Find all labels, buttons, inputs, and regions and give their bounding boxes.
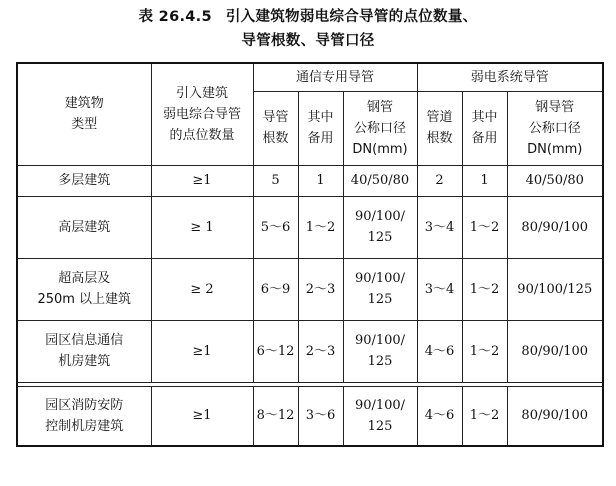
cell-building-type: 高层建筑 — [17, 196, 151, 258]
table-row — [17, 196, 603, 258]
cell-comm-count: 8～12 — [253, 386, 298, 446]
caption-title-part-2: 导管根数、导管口径 — [241, 33, 375, 49]
table-row — [17, 165, 603, 196]
cell-comm-spare: 3～6 — [298, 386, 343, 446]
header-comm-count: 导管 根数 — [253, 91, 298, 165]
cell-weak-count: 3～4 — [417, 196, 462, 258]
header-weak-dn: 钢导管 公称口径 DN(mm) — [507, 91, 603, 165]
caption-line-1 — [0, 5, 616, 29]
table-row — [17, 320, 603, 382]
header-points: 引入建筑 弱电综合导管 的点位数量 — [151, 63, 253, 165]
cell-comm-spare: 2～3 — [298, 320, 343, 382]
header-weak-group: 弱电系统导管 — [417, 63, 603, 91]
header-comm-spare: 其中 备用 — [298, 91, 343, 165]
header-building-type: 建筑物 类型 — [17, 63, 151, 165]
cell-points: ≥1 — [151, 386, 253, 446]
header-weak-spare: 其中 备用 — [462, 91, 507, 165]
table-row — [17, 386, 603, 446]
cell-weak-count: 4～6 — [417, 386, 462, 446]
caption-title-part-1: 引入建筑物弱电综合导管的点位数量、 — [225, 9, 478, 25]
cell-weak-spare: 1 — [462, 165, 507, 196]
cell-building-type: 多层建筑 — [17, 165, 151, 196]
cell-comm-dn: 90/100/ 125 — [343, 320, 417, 382]
header-weak-count: 管道 根数 — [417, 91, 462, 165]
cell-weak-count: 4～6 — [417, 320, 462, 382]
cell-points: ≥1 — [151, 320, 253, 382]
cell-weak-dn: 80/90/100 — [507, 386, 603, 446]
cell-comm-count: 5～6 — [253, 196, 298, 258]
cell-comm-dn: 90/100/ 125 — [343, 386, 417, 446]
cell-comm-spare: 1 — [298, 165, 343, 196]
cell-weak-dn: 80/90/100 — [507, 196, 603, 258]
cell-points: ≥ 1 — [151, 196, 253, 258]
header-group-row — [17, 63, 603, 91]
cell-points: ≥ 2 — [151, 258, 253, 320]
cell-comm-count: 6～9 — [253, 258, 298, 320]
cell-building-type: 园区消防安防 控制机房建筑 — [17, 386, 151, 446]
cell-comm-spare: 1～2 — [298, 196, 343, 258]
conduit-spec-table — [16, 62, 604, 447]
cell-points: ≥1 — [151, 165, 253, 196]
table-row — [17, 258, 603, 320]
cell-weak-spare: 1～2 — [462, 320, 507, 382]
cell-comm-count: 5 — [253, 165, 298, 196]
cell-building-type: 园区信息通信 机房建筑 — [17, 320, 151, 382]
cell-comm-spare: 2～3 — [298, 258, 343, 320]
cell-weak-count: 3～4 — [417, 258, 462, 320]
cell-weak-spare: 1～2 — [462, 386, 507, 446]
table-caption — [0, 5, 616, 53]
cell-weak-count: 2 — [417, 165, 462, 196]
cell-weak-dn: 80/90/100 — [507, 320, 603, 382]
cell-weak-dn: 90/100/125 — [507, 258, 603, 320]
header-comm-dn: 钢管 公称口径 DN(mm) — [343, 91, 417, 165]
cell-comm-dn: 90/100/ 125 — [343, 258, 417, 320]
cell-comm-dn: 40/50/80 — [343, 165, 417, 196]
cell-comm-count: 6～12 — [253, 320, 298, 382]
cell-weak-spare: 1～2 — [462, 258, 507, 320]
table-number: 表 26.4.5 — [138, 9, 212, 25]
cell-comm-dn: 90/100/ 125 — [343, 196, 417, 258]
header-comm-group: 通信专用导管 — [253, 63, 417, 91]
cell-building-type: 超高层及 250m 以上建筑 — [17, 258, 151, 320]
cell-weak-spare: 1～2 — [462, 196, 507, 258]
cell-weak-dn: 40/50/80 — [507, 165, 603, 196]
